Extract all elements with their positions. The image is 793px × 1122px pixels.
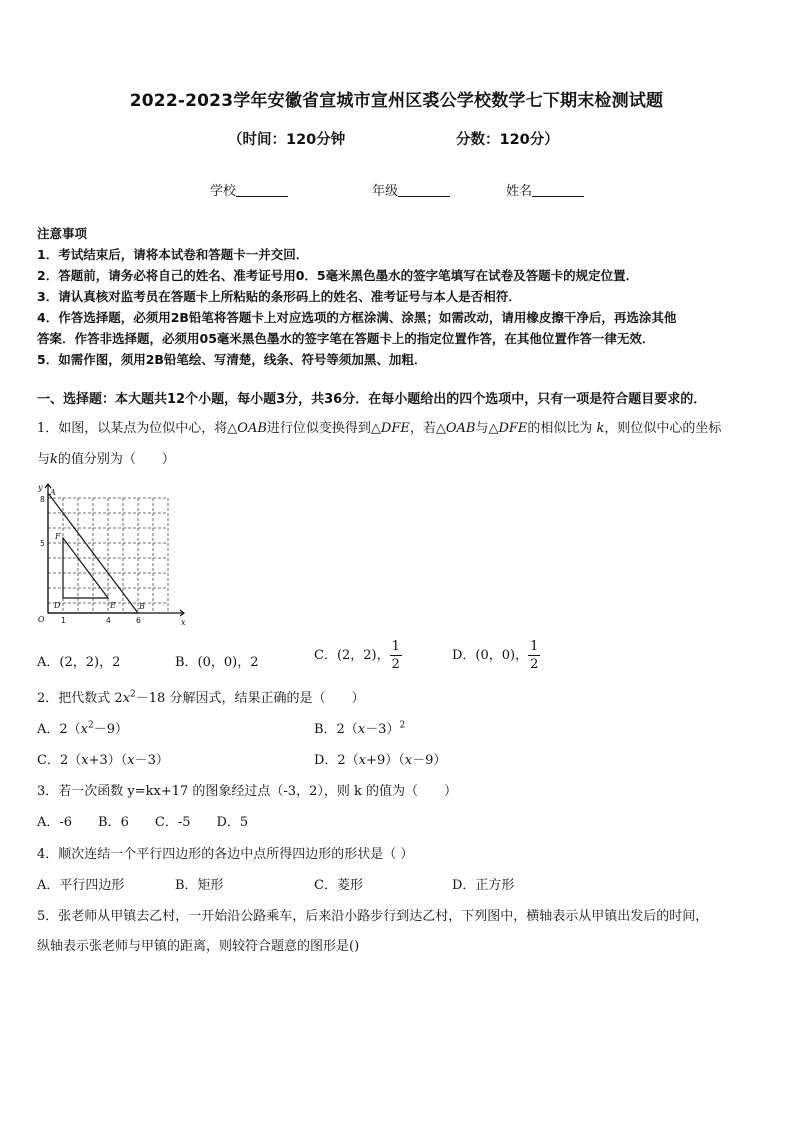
y-tick-label: 8 — [40, 495, 45, 504]
q4-option-b: B．矩形 — [175, 878, 224, 893]
q2-option-b: B．$2(x-3)^2$ — [314, 720, 406, 737]
grade-blank — [398, 184, 450, 197]
point-a-label: A — [50, 488, 56, 497]
origin-label: O — [38, 615, 45, 624]
q4-option-d: D．正方形 — [452, 878, 515, 893]
school-field — [210, 180, 288, 199]
point-e-label: E — [110, 601, 116, 610]
fraction-one-half: $\frac{1}{2}$ — [530, 639, 539, 672]
notes-heading: 注意事项 — [37, 226, 88, 241]
q5-stem-line2: 纵轴表示张老师与甲镇的距离，则较符合题意的图形是() — [37, 939, 360, 954]
note-item: 5．如需作图，须用2B铅笔绘、写清楚，线条、符号等须加黑、加粗． — [37, 352, 427, 367]
q2-option-d: D．2（x+9）（x－9） — [314, 753, 447, 768]
q4-stem: 4．顺次连结一个平行四边形的各边中点所得四边形的形状是（ ） — [37, 847, 414, 862]
figure-grid — [48, 498, 168, 613]
name-blank — [532, 184, 584, 197]
q4-option-a: A．平行四边形 — [37, 878, 125, 893]
q2-option-a: A．$2(x^2-9)$ — [37, 720, 129, 737]
x-tick-label: 4 — [106, 616, 111, 625]
q1-option-d: D．(0，0)， $\frac{1}{2}$ — [452, 639, 539, 672]
q1-stem-line2: 与k的值分别为（ ） — [37, 452, 175, 467]
q1-option-a: A．(2，2)，2 — [37, 655, 121, 670]
section-heading: 一、选择题：本大题共12个小题，每小题3分，共36分．在每小题给出的四个选项中，只有一项是符合题目要求的． — [37, 392, 707, 407]
fraction-one-half: $\frac{1}{2}$ — [391, 639, 400, 672]
q1-coordinate-figure — [34, 480, 194, 628]
point-d-label: D — [54, 601, 61, 610]
note-item: 1．考试结束后，请将本试卷和答题卡一并交回． — [37, 247, 309, 262]
x-axis-label: x — [181, 618, 186, 627]
exam-time: （时间：120分钟 — [228, 132, 346, 148]
school-label: 学校 — [210, 184, 237, 199]
q3-stem: 3．若一次函数 y=kx+17 的图象经过点（-3，2），则 k 的值为（ ） — [37, 784, 457, 799]
q2-option-c: C．2（x+3）（x－3） — [37, 753, 169, 768]
note-item: 4．作答选择题，必须用2B铅笔将答题卡上对应选项的方框涂满、涂黑；如需改动，请用橡皮擦干净后，再选涂其他 — [37, 310, 677, 325]
point-b-label: B — [139, 602, 145, 611]
triangle-dfe — [63, 538, 108, 598]
q5-stem-line1: 5．张老师从甲镇去乙村，一开始沿公路乘车，后来沿小路步行到达乙村，下列图中，横轴表示从甲镇出发后的时间， — [37, 909, 709, 924]
q4-option-c: C．菱形 — [314, 878, 363, 893]
exam-score: 分数：120分） — [456, 132, 559, 148]
school-blank — [236, 184, 288, 197]
y-axis-label: y — [38, 483, 43, 492]
note-item: 2．答题前，请务必将自己的姓名、准考证号用0．5毫米黑色墨水的签字笔填写在试卷及答题卡的规定位置． — [37, 268, 639, 283]
note-item: 答案．作答非选择题，必须用05毫米黑色墨水的签字笔在答题卡上的指定位置作答，在其他位置作答一律无效． — [37, 331, 655, 346]
q2-stem: 2．把代数式 $2x^2-18$ 分解因式，结果正确的是（ ） — [37, 689, 365, 706]
x-tick-label: 1 — [61, 616, 66, 625]
y-tick-label: 5 — [40, 539, 45, 548]
point-f-label: F — [55, 532, 61, 541]
note-item: 3．请认真核对监考员在答题卡上所粘贴的条形码上的姓名、准考证号与本人是否相符． — [37, 289, 521, 304]
name-field — [506, 180, 584, 199]
grade-label: 年级 — [372, 184, 399, 199]
q1-option-c: C．(2，2)， $\frac{1}{2}$ — [314, 639, 400, 672]
grade-field — [372, 180, 450, 199]
q1-stem-line1: 1．如图，以某点为位似中心，将△OAB进行位似变换得到△DFE，若△OAB与△DFE的相似比为 k，则位似中心的坐标 — [37, 421, 722, 436]
name-label: 姓名 — [506, 184, 533, 199]
q3-options: A．-6 B．6 C．-5 D．5 — [37, 815, 249, 830]
q1-option-b: B．(0，0)，2 — [175, 655, 259, 670]
x-tick-label: 6 — [136, 616, 141, 625]
exam-title: 2022-2023学年安徽省宣城市宣州区裘公学校数学七下期末检测试题 — [129, 91, 664, 111]
